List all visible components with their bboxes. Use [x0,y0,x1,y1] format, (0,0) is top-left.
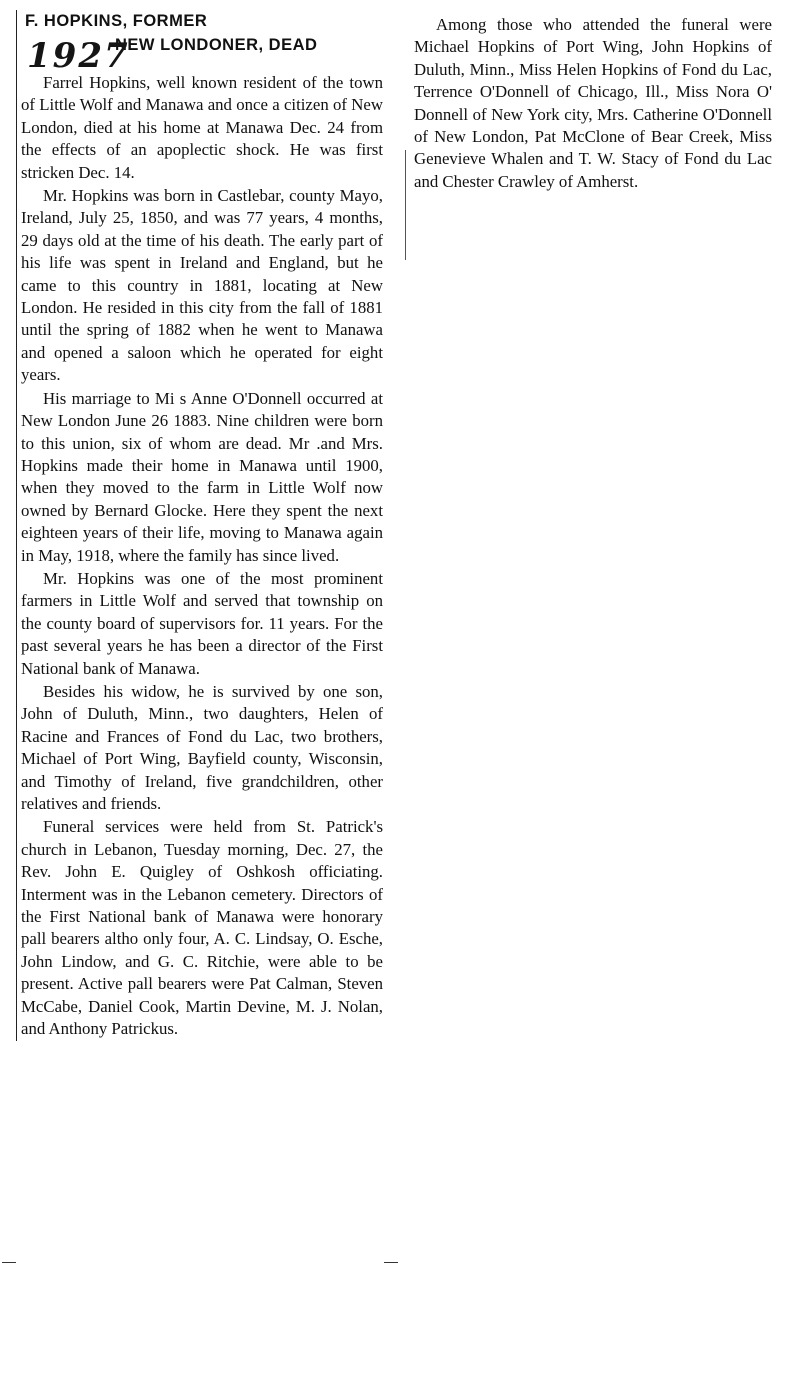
paragraph-attendees: Among those who attended the funeral were Michael Hopkins of Port Wing, John Hopkins of Duluth, Minn., Miss Helen Hopkins of Fond du Lac, Terrence O'Donnell of Chicago, Ill., Miss Nora O' Donnell of New York city, Mrs. Catherine O'Donnell of New London, Pat McClone of Bear Creek, Miss Genevieve Whalen and T. W. Stacy of Fond du Lac and Chester Crawley of Amherst. [414,15,772,191]
column-divider [405,150,406,260]
headline-line-1: F. HOPKINS, FORMER [25,12,208,30]
paragraph-public-service: Mr. Hopkins was one of the most prominent farmers in Little Wolf and served that township on the county board of supervisors for. 11 years. For the past several years he has been a director of the First National bank of Manawa. [21,568,383,678]
scan-edge-mark [2,1262,16,1263]
left-column [16,10,383,1041]
handwritten-year: 1927 [27,36,130,76]
paragraph-survivors: Besides his widow, he is survived by one son, John of Duluth, Minn., two daughters, Helen of Racine and Frances of Fond du Lac, two brothers, Michael of Port Wing, Bayfield county, Wisconsin, and Timothy of Ireland, five grandchildren, other relatives and friends. [21,681,383,813]
article-body-right [410,14,772,193]
paragraph-funeral-services: Funeral services were held from St. Patrick's church in Lebanon, Tuesday morning, Dec. 27, the Rev. John E. Quigley of Oshkosh officiating. Interment was in the Lebanon cemetery. Directors of the First National bank of Manawa were honorary pall bearers altho only four, A. C. Lindsay, O. Esche, John Lindow, and G. C. Ritchie, were able to be present. Active pall bearers were Pat Calman, Steven McCabe, Daniel Cook, Martin Devine, M. J. Nolan, and Anthony Patrickus. [21,817,383,1039]
headline-line-2: NEW LONDONER, DEAD [115,36,318,54]
paragraph-marriage: His marriage to Mi s Anne O'Donnell occurred at New London June 26 1883. Nine children were born to this union, six of whom are dead. Mr .and Mrs. Hopkins made their home in Manawa until 1900, when they moved to the farm in Little Wolf now owned by Bernard Glocke. Here they spent the next eighteen years of their life, moving to Manawa again in May, 1918, where the family has since lived. [21,388,383,565]
scan-edge-mark [384,1262,398,1263]
paragraph-early-life: Mr. Hopkins was born in Castlebar, county Mayo, Ireland, July 25, 1850, and was 77 years, 4 months, 29 days old at the time of his death. The early part of his life was spent in Ireland and England, but he came to this country in 1881, locating at New London. He resided in this city from the fall of 1881 until the spring of 1882 when he went to Manawa and opened a saloon which he operated for eight years. [21,186,383,385]
right-column [410,14,772,194]
article-body-left [17,72,383,1040]
paragraph-death-notice: Farrel Hopkins, well known resident of the town of Little Wolf and Manawa and once a citizen of New London, died at his home at Manawa Dec. 24 from the effects of an apoplectic shock. He was first stricken Dec. 14. [21,73,383,182]
